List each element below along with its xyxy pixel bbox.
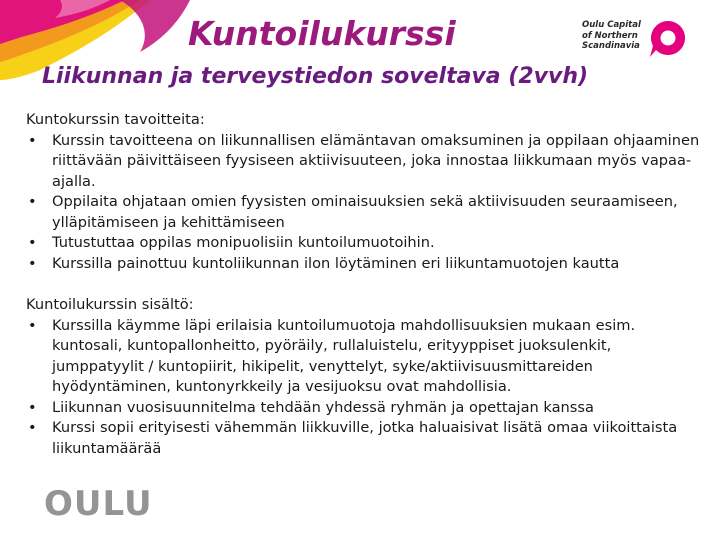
bullet-dot: •	[28, 419, 37, 436]
list-item-text: Oppilaita ohjataan omien fyysisten ominaisuuksien sekä aktiivisuuden seuraamiseen, ylläpitämiseen ja kehittämiseen	[52, 193, 678, 231]
bullet-dot: •	[28, 193, 37, 210]
slide-title: Kuntoilukurssi	[188, 14, 456, 53]
bullet-dot: •	[28, 254, 37, 272]
oulu-watermark: OULU	[44, 484, 153, 524]
slide-subtitle: Liikunnan ja terveystiedon soveltava (2vvh)	[42, 64, 589, 89]
list-item	[26, 192, 706, 233]
oulu-speech-bubble-icon	[648, 19, 688, 59]
bullet-dot: •	[28, 234, 37, 251]
slide-body	[26, 110, 706, 459]
list-item-text: Kurssin tavoitteena on liikunnallisen elämäntavan omaksuminen ja oppilaan ohjaaminen riittävään päivittäiseen fyysiseen aktiivisuuteen, joka innostaa liikkumaan myös vapaa-ajalla.	[52, 131, 700, 190]
contents-list	[26, 316, 706, 460]
goals-list	[26, 131, 706, 275]
logo-text	[582, 20, 650, 52]
list-item	[26, 398, 706, 419]
goals-heading: Kuntokurssin tavoitteita:	[26, 111, 205, 128]
contents-heading: Kuntoilukurssin sisältö:	[26, 296, 194, 313]
logo-line: Oulu Capital	[582, 20, 641, 30]
list-item	[26, 254, 706, 275]
list-item	[26, 233, 706, 254]
list-item-text: Liikunnan vuosisuunnitelma tehdään yhdessä ryhmän ja opettajan kanssa	[52, 398, 594, 416]
section-gap	[26, 274, 706, 295]
bullet-dot: •	[28, 398, 37, 416]
list-item	[26, 131, 706, 193]
list-item-text: Kurssilla käymme läpi erilaisia kuntoilumuotoja mahdollisuuksien mukaan esim. kuntosali, kuntopallonheitto, pyöräily, rullaluistelu, erityyppiset juoksulenkit, jumppatyylit / kuntopiirit, hikipelit, venyttelyt, syke/aktiivisuusmittareiden hyödyntäminen, kuntonyrkkeily ja vesijuoksu ovat mahdollisia.	[52, 316, 636, 395]
list-item-text: Kurssilla painottuu kuntoliikunnan ilon löytäminen eri liikuntamuotojen kautta	[52, 254, 620, 272]
list-item-text: Tutustuttaa oppilas monipuolisiin kuntoilumuotoihin.	[52, 234, 435, 251]
logo-line: Scandinavia	[582, 41, 640, 51]
list-item	[26, 418, 706, 459]
list-item-text: Kurssi sopii erityisesti vähemmän liikkuville, jotka haluaisivat lisätä omaa viikoittaista liikuntamäärää	[52, 419, 678, 457]
bullet-dot: •	[28, 316, 37, 334]
oulu-logo	[582, 20, 692, 60]
logo-line: of Northern	[582, 30, 638, 41]
bullet-dot: •	[28, 131, 37, 149]
list-item	[26, 316, 706, 398]
